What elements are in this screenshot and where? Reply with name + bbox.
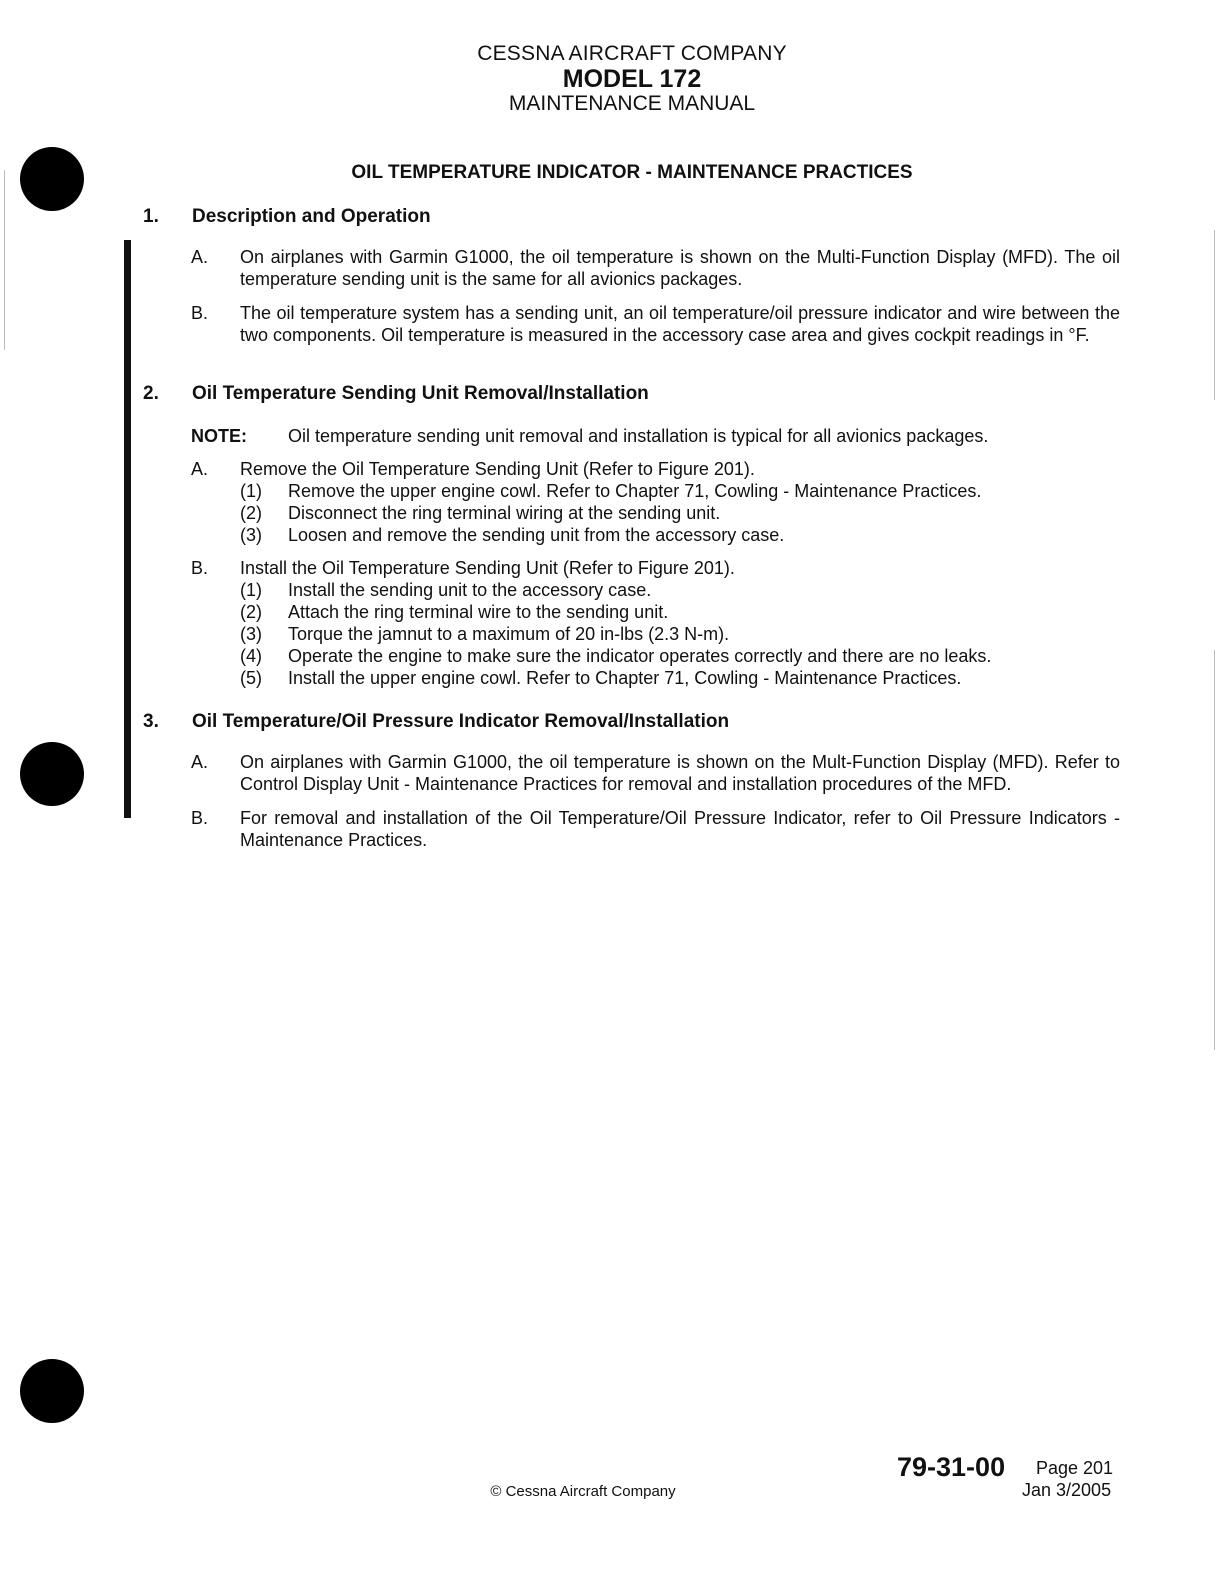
paragraph-label: B.	[191, 303, 209, 323]
step-item	[143, 579, 1133, 601]
section-title: Oil Temperature/Oil Pressure Indicator Removal/Installation	[192, 711, 730, 732]
paragraph	[143, 807, 1133, 851]
paragraph	[143, 458, 1133, 480]
paragraph	[143, 246, 1133, 290]
copyright: © Cessna Aircraft Company	[490, 1483, 676, 1500]
paragraph-label: B.	[191, 808, 209, 828]
manual-name: MAINTENANCE MANUAL	[508, 92, 756, 115]
step-item	[143, 502, 1133, 524]
step-text: Torque the jamnut to a maximum of 20 in-lbs (2.3 N-m).	[288, 624, 730, 644]
note-text: Oil temperature sending unit removal and installation is typical for all avionics packages.	[288, 426, 989, 446]
section-heading	[143, 383, 1133, 409]
binder-hole-middle	[20, 742, 84, 806]
section-number: 3.	[143, 711, 159, 732]
paragraph-text: Install the Oil Temperature Sending Unit (Refer to Figure 201).	[240, 558, 735, 578]
step-number: (4)	[240, 646, 262, 666]
revision-change-bar	[124, 240, 131, 818]
model-name: MODEL 172	[562, 65, 702, 93]
step-item	[143, 645, 1133, 667]
paragraph-text: Remove the Oil Temperature Sending Unit (Refer to Figure 201).	[240, 459, 755, 479]
step-item	[143, 623, 1133, 645]
step-number: (1)	[240, 580, 262, 600]
section-number: 2.	[143, 383, 159, 404]
step-number: (2)	[240, 503, 262, 523]
step-number: (5)	[240, 668, 262, 688]
section-1	[143, 206, 1133, 346]
page-number: Page 201	[1036, 1458, 1114, 1478]
step-text: Install the sending unit to the accessory case.	[288, 580, 652, 600]
paragraph	[143, 751, 1133, 795]
paragraph	[143, 557, 1133, 579]
step-text: Operate the engine to make sure the indicator operates correctly and there are no leaks.	[288, 646, 992, 666]
step-item	[143, 667, 1133, 689]
step-text: Disconnect the ring terminal wiring at the sending unit.	[288, 503, 721, 523]
paragraph-label: B.	[191, 558, 209, 578]
page-title: OIL TEMPERATURE INDICATOR - MAINTENANCE PRACTICES	[351, 162, 913, 183]
paragraph-label: A.	[191, 247, 209, 267]
step-text: Remove the upper engine cowl. Refer to Chapter 71, Cowling - Maintenance Practices.	[288, 481, 982, 501]
note-label: NOTE:	[191, 426, 247, 446]
paragraph	[143, 302, 1133, 346]
note	[143, 425, 1133, 447]
step-item	[143, 524, 1133, 546]
paragraph-text: On airplanes with Garmin G1000, the oil temperature is shown on the Mult-Function Display (MFD). Refer to Control Display Unit - Maintenance Practices for removal and installation procedures of the MFD.	[240, 752, 1120, 794]
section-heading	[143, 206, 1133, 232]
section-title: Description and Operation	[192, 206, 431, 227]
section-2	[143, 383, 1133, 689]
section-title: Oil Temperature Sending Unit Removal/Installation	[192, 383, 649, 404]
step-number: (3)	[240, 525, 262, 545]
scan-edge-right-lower	[1214, 650, 1215, 1050]
step-item	[143, 480, 1133, 502]
scan-edge-right	[1214, 230, 1215, 400]
step-item	[143, 601, 1133, 623]
paragraph-label: A.	[191, 752, 209, 772]
step-number: (3)	[240, 624, 262, 644]
section-3	[143, 711, 1133, 851]
scan-edge-left	[4, 170, 5, 350]
binder-hole-bottom	[20, 1359, 84, 1423]
document-header	[0, 42, 1228, 116]
step-text: Loosen and remove the sending unit from the accessory case.	[288, 525, 785, 545]
step-text: Install the upper engine cowl. Refer to Chapter 71, Cowling - Maintenance Practices.	[288, 668, 962, 688]
paragraph-text: The oil temperature system has a sending unit, an oil temperature/oil pressure indicator and wire between the two components. Oil temperature is measured in the accessory case area and gives cockpit readings in °F.	[240, 303, 1120, 345]
step-number: (2)	[240, 602, 262, 622]
step-number: (1)	[240, 481, 262, 501]
chapter-code: 79-31-00	[897, 1452, 1006, 1482]
section-number: 1.	[143, 206, 159, 227]
paragraph-label: A.	[191, 459, 209, 479]
step-text: Attach the ring terminal wire to the sending unit.	[288, 602, 669, 622]
revision-date: Jan 3/2005	[1022, 1480, 1112, 1500]
section-heading	[143, 711, 1133, 737]
paragraph-text: For removal and installation of the Oil Temperature/Oil Pressure Indicator, refer to Oil Pressure Indicators - Maintenance Practices.	[240, 808, 1120, 850]
company-name: CESSNA AIRCRAFT COMPANY	[477, 42, 787, 65]
paragraph-text: On airplanes with Garmin G1000, the oil temperature is shown on the Multi-Function Display (MFD). The oil temperature sending unit is the same for all avionics packages.	[240, 247, 1120, 289]
